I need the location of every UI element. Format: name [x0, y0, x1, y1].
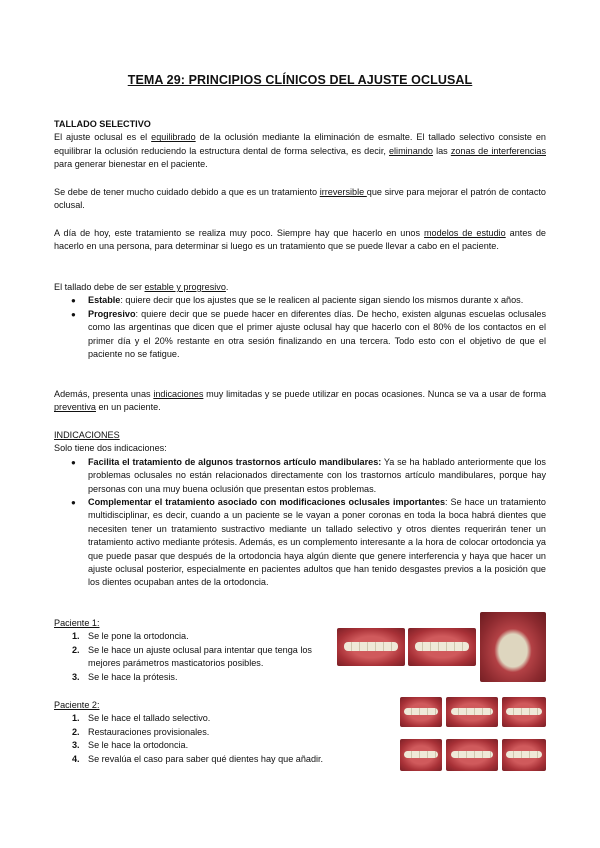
list-item [54, 456, 546, 496]
paragraph-estable-progresivo [54, 281, 546, 361]
item-text: Se le hace el tallado selectivo. [88, 713, 211, 724]
list-item [54, 739, 384, 752]
paciente1-section [54, 617, 334, 684]
list-item [54, 726, 384, 739]
dental-photo [502, 697, 546, 727]
list-item [54, 712, 384, 725]
item-number: 3. [72, 671, 80, 682]
item-number: 1. [72, 631, 80, 642]
underlined-term: zonas de interferencias [450, 145, 546, 156]
item-number: 2. [72, 644, 80, 655]
paragraph-modelos [54, 227, 546, 254]
item-text: Se revalúa el caso para saber qué dientes hay que añadir. [88, 753, 324, 764]
list-item [54, 308, 546, 362]
bullet-text: Ya se ha hablado anteriormente que los problemas oclusales no están relacionados directamente con los trastornos artículo mandibulares, porque hay personas con una muy buena oclusión que presentan estos problemas. [88, 456, 546, 494]
dental-photo [337, 628, 405, 666]
underlined-term: indicaciones [153, 389, 204, 399]
list-item [54, 496, 546, 590]
dental-photo [400, 697, 442, 727]
bullet-list-indicaciones [54, 456, 546, 590]
bullet-list-tallado [54, 294, 546, 361]
list-item [54, 630, 334, 643]
item-text: Se le pone la ortodoncia. [88, 631, 189, 642]
text-run: Además, presenta unas [54, 389, 154, 399]
paragraph-definicion [54, 131, 546, 171]
section-heading-tallado: TALLADO SELECTIVO [54, 119, 151, 129]
text-run: para generar bienestar en el paciente. [54, 159, 208, 170]
text-run: . [225, 282, 229, 292]
text-run: muy limitadas y se puede utilizar en pocas ocasiones. Nunca se va a usar de forma [203, 389, 546, 399]
dental-photo [408, 628, 476, 666]
item-number: 1. [72, 713, 80, 724]
list-item [54, 753, 384, 766]
paragraph-indicaciones-limitadas [54, 388, 546, 415]
text-run: de la oclusión mediante la eliminación de esmalte. El tallado selectivo consiste en equilibrar la oclusión reduciendo la estructura dental de forma selectiva, es decir, [54, 132, 546, 156]
item-number: 3. [72, 740, 80, 751]
dental-photo [480, 612, 546, 682]
item-text: Se le hace un ajuste oclusal para intentar que tenga los mejores parámetros masticatorios posibles. [88, 644, 312, 669]
text-run: las [432, 145, 451, 156]
bullet-text: : quiere decir que se puede hacer en diferentes días. De hecho, existen algunas escuelas oclusales como las argentinas que dicen que el primer ajuste oclusal hay que hacerlo con el 80% de los contactos en el primer día y el 20% restante en otra sesión finalizando en una tercera. Todo esto con el objetivo de que el paciente no se fatigue. [88, 308, 546, 360]
bullet-text: : quiere decir que los ajustes que se le realicen al paciente sigan siendo los mismos durante x años. [120, 295, 524, 306]
underlined-term: eliminando [388, 145, 433, 156]
list-item [54, 644, 334, 671]
text-run: El ajuste oclusal es el [54, 132, 152, 143]
tallado-section [54, 118, 546, 172]
numbered-list-paciente2 [54, 712, 384, 766]
numbered-list-paciente1 [54, 630, 334, 684]
paragraph-irreversible [54, 186, 546, 213]
bullet-term: Estable [88, 295, 121, 306]
paciente2-section [54, 699, 384, 766]
item-number: 2. [72, 726, 80, 737]
list-item [54, 294, 546, 307]
bullet-term: Progresivo [88, 308, 136, 319]
underlined-term: modelos de estudio [423, 228, 506, 238]
section-heading-paciente1: Paciente 1: [54, 618, 100, 628]
item-text: Restauraciones provisionales. [88, 726, 210, 737]
bullet-term: Facilita el tratamiento de algunos trastornos artículo mandibulares: [88, 456, 382, 467]
text-run: en un paciente. [95, 402, 161, 413]
dental-photo [446, 697, 498, 727]
underlined-term: preventiva [54, 402, 96, 413]
underlined-term: estable y progresivo [144, 282, 226, 292]
item-number: 4. [72, 753, 80, 764]
text-run: Se debe de tener mucho cuidado debido a que es un tratamiento [54, 187, 320, 197]
underlined-term: irreversible [319, 187, 367, 197]
text-run: antes de hacerlo en una persona, para determinar si luego es un tratamiento que se puede llevar a cabo en el paciente. [54, 228, 546, 252]
bullet-text: : Se hace un tratamiento multidisciplinar, es decir, cuando a un paciente se le vayan a poner coronas en toda la boca habrá dientes que necesiten tener un tratamiento sustractivo mediante un tallado selectivo y otros dientes requerirán tener un tratamiento activo mediante prótesis. Además, es un complemento interesante a la hora de colocar ortodoncia ya que puede pasar que después de la ortodoncia haya algún diente que genere interferencia y haya que hacer un ajuste oclusal posterior, especialmente en pacientes adultos que han tenido desgastes previos a la posición que los dientes ocupaban antes de la ortodoncia. [88, 497, 546, 588]
item-text: Se le hace la ortodoncia. [88, 740, 189, 751]
page-title: TEMA 29: PRINCIPIOS CLÍNICOS DEL AJUSTE OCLUSAL [127, 73, 473, 87]
text-run: El tallado debe de ser [54, 282, 145, 292]
indicaciones-section [54, 429, 546, 590]
underlined-term: equilibrado [151, 132, 196, 143]
dental-photo [446, 739, 498, 771]
section-heading-paciente2: Paciente 2: [54, 700, 100, 710]
dental-photo [502, 739, 546, 771]
list-item [54, 671, 334, 684]
text-run: que sirve para mejorar el patrón de contacto oclusal. [54, 187, 546, 211]
dental-photo [400, 739, 442, 771]
indicaciones-intro: Solo tiene dos indicaciones: [54, 443, 167, 454]
section-heading-indicaciones: INDICACIONES [54, 430, 120, 440]
item-text: Se le hace la prótesis. [88, 671, 178, 682]
text-run: A día de hoy, este tratamiento se realiza muy poco. Siempre hay que hacerlo en unos [54, 228, 424, 238]
bullet-term: Complementar el tratamiento asociado con modificaciones oclusales importantes [88, 497, 446, 508]
